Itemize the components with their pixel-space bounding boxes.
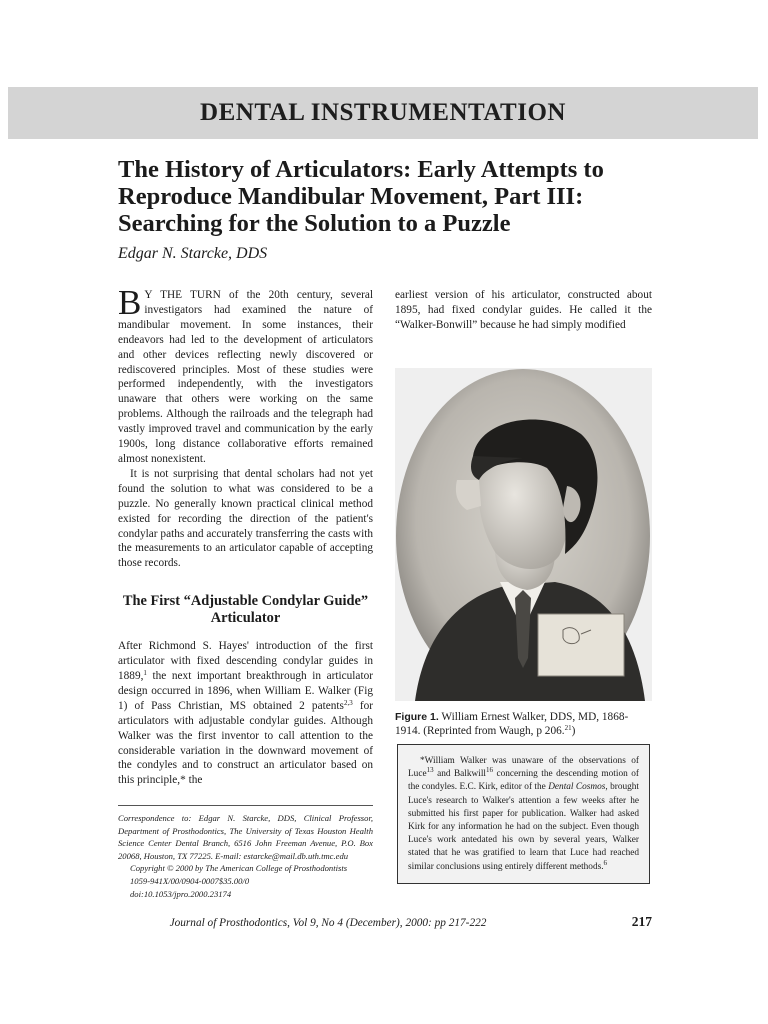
caption-text-a: William Ernest Walker, DDS, MD, 1868-1914. (Reprinted from Waugh, p 206. (395, 711, 629, 738)
note-ref-6: 6 (603, 858, 608, 867)
figure-1-portrait (395, 368, 652, 701)
note-text-a: *William Walker was unaware of the observations of Luce (408, 756, 639, 780)
drop-cap: B (118, 283, 142, 322)
note-text-c: concerning the descending motion of the condyles. E.C. Kirk, editor of the (408, 769, 639, 793)
caption-ref: 21 (564, 724, 572, 733)
para3-part-a: After Richmond S. Hayes' introduction of the first articulator with fixed descending condylar guides in 1889, (118, 640, 373, 683)
body-paragraph-2: It is not surprising that dental scholars had not yet found the solution to what was considered to be a puzzle. No generally known practical clinical method existed for recording the direction of the patient's condylar paths and accurately transferring the casts with the measurements to an articulator capable of accepting those records. (118, 467, 373, 570)
citation-ref-2-3: 2,3 (343, 698, 353, 707)
correspondence-footnote (118, 812, 373, 900)
correspondence-text: Correspondence to: Edgar N. Starcke, DDS, Clinical Professor, Department of Prosthodontics, The University of Texas Houston Health Science Center Dental Branch, 6516 John Freeman Avenue, P.O. Box 20068, Houston, TX 77225. E-mail: estarcke@mail.db.uth.tmc.edu (118, 813, 373, 861)
issn-text: 1059-941X/00/0904-0007$35.00/0 (130, 875, 250, 886)
journal-citation-footer: Journal of Prosthodontics, Vol 9, No 4 (December), 2000: pp 217-222 (169, 917, 487, 929)
right-column-paragraph: earliest version of his articulator, constructed about 1895, had fixed condylar guides. He called it the “Walker-Bonwill” because he had simply modified (395, 289, 652, 331)
note-text-b: and Balkwill (433, 769, 487, 780)
body-paragraph-3 (118, 639, 373, 788)
intro-paragraph (118, 283, 373, 467)
article-title: The History of Articulators: Early Attempts to Reproduce Mandibular Movement, Part III: Searching for the Solution to a Puzzle (118, 156, 604, 237)
note-ref-16: 16 (486, 766, 494, 775)
right-column-text (395, 288, 652, 333)
portrait-illustration (395, 368, 652, 701)
section-heading: The First “Adjustable Condylar Guide” Articulator (122, 593, 369, 627)
note-text (408, 755, 639, 874)
note-text-d: , brought Luce's research to Walker's attention a few weeks after he submitted his first paper for publication. Walker had asked Kirk for any information he had on the subject. Even though Luce's work antedated his own by several years, Walker stated that he was gratified to learn that Luce had reached similar conclusions using entirely different methods. (408, 782, 640, 872)
para3-part-b: the next important breakthrough in articulator design occurred in 1896, when William E. Walker (Fig 1) of Pass Christian, MS obtained 2 patents (118, 670, 373, 712)
article-author: Edgar N. Starcke, DDS (118, 245, 268, 262)
figure-1-caption (395, 710, 652, 739)
citation-ref-1: 1 (143, 669, 147, 678)
doi-text: doi:10.1053/jpro.2000.23174 (130, 888, 232, 899)
intro-paragraph-text: Y THE TURN of the 20th century, several investigators had examined the nature of mandibular movement. In some instances, their endeavors had led to the development of articulators and other devices reflecting newly discovered or rediscovered principles. Most of these studies were performed independently, with the investigators unaware that others were working on the same problems. Although the railroads and the telegraph had vastly improved travel and communication by the early 1900s, long distance collaborative efforts remained almost nonexistent. (118, 289, 373, 465)
left-column (118, 283, 373, 788)
copyright-text: Copyright © 2000 by The American College of Prosthodontists (130, 863, 348, 874)
para3-part-c: for articulators with adjustable condylar guides. Although Walker was the first inventor to call attention to the considerable variation in the downward movement of the condyles and to construct an articulator based on this principle,* the (118, 699, 373, 787)
section-banner: DENTAL INSTRUMENTATION (8, 87, 758, 139)
caption-text-b: ) (571, 725, 576, 738)
sidebar-note-box (397, 744, 650, 884)
footnote-divider (118, 805, 373, 806)
note-journal-name: Dental Cosmos (548, 782, 606, 793)
page-number: 217 (631, 914, 652, 929)
note-ref-13: 13 (426, 766, 434, 775)
figure-label: Figure 1. (395, 711, 439, 723)
